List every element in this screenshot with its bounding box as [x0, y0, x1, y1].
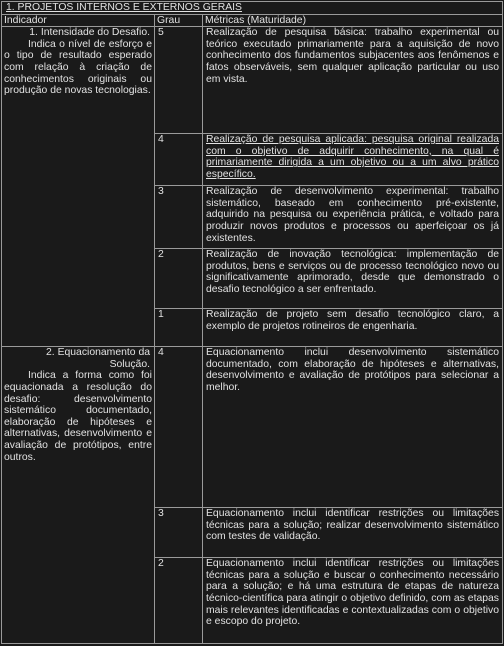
grau-value: 4: [155, 347, 203, 508]
grau-value: 3: [155, 186, 203, 249]
metric-text: Equacionamento inclui identificar restrições ou limitações técnicas para a solução; realizar desenvolvimento sistemático com testes de validação.: [203, 508, 503, 558]
metric-text: Equacionamento inclui desenvolvimento sistemático documentado, com elaboração de hipóteses e alternativas, desenvolvimento e avaliação de protótipos para selecionar a melhor.: [203, 347, 503, 508]
section-title: 1. PROJETOS INTERNOS E EXTERNOS GERAIS: [2, 2, 503, 15]
indicator-cell: [2, 347, 155, 644]
metric-text: Equacionamento inclui identificar restrições ou limitações técnicas para a solução e buscar o conhecimento necessário para a solução; e há uma estrutura de etapas de natureza técnico-científica para atingir o objetivo definido, com as etapas mais relevantes identificadas e contextualizadas com o objetivo e escopo do projeto.: [203, 558, 503, 644]
header-indicador: Indicador: [2, 14, 155, 27]
header-metricas: Métricas (Maturidade): [203, 14, 503, 27]
header-row: [2, 14, 503, 27]
grau-value: 5: [155, 27, 203, 134]
indicator-title: 2. Equacionamento da Solução.: [46, 347, 150, 370]
table-row: [2, 27, 503, 134]
section-title-row: [2, 2, 503, 15]
metric-text: Realização de pesquisa básica: trabalho experimental ou teórico executado primariamente para a aquisição de novo conhecimento dos fundamentos subjacentes aos fenômenos e fatos observáveis, sem qualquer aplicação particular ou uso em vista.: [203, 27, 503, 134]
metric-text: Realização de projeto sem desafio tecnológico claro, a exemplo de projetos rotineiros de engenharia.: [203, 309, 503, 347]
metric-text: Realização de desenvolvimento experimental: trabalho sistemático, baseado em conhecimento pré-existente, adquirido na pesquisa ou experiência prática, e voltado para produzir novos produtos e processos ou aperfeiçoar os já existentes.: [203, 186, 503, 249]
indicator-description: Indica o nível de esforço e o tipo de resultado esperado com relação à criação de conhecimentos originais ou produção de novas tecnologias.: [4, 38, 152, 97]
maturity-table: [1, 1, 503, 644]
grau-value: 4: [155, 134, 203, 186]
grau-value: 1: [155, 309, 203, 347]
indicator-cell: [2, 27, 155, 347]
metric-text: Realização de pesquisa aplicada: pesquisa original realizada com o objetivo de adquirir conhecimento, na qual é primariamente dirigida a um objetivo ou a um alvo prático específico.: [203, 134, 503, 186]
metric-text: Realização de inovação tecnológica: implementação de produtos, bens e serviços ou de processo tecnológico novo ou significativamente aprimorado, desde que demonstrado o desafio tecnológico a ser enfrentado.: [203, 249, 503, 309]
grau-value: 3: [155, 508, 203, 558]
indicator-title: 1. Intensidade do Desafio.: [29, 27, 150, 39]
grau-value: 2: [155, 249, 203, 309]
indicator-description: Indica a forma como foi equacionada a resolução do desafio: desenvolvimento sistemático documentado, elaboração de hipóteses e alternativas, desenvolvimento e avaliação de protótipos, entre outros.: [4, 370, 152, 463]
grau-value: 2: [155, 558, 203, 644]
table-row: [2, 347, 503, 508]
header-grau: Grau: [155, 14, 203, 27]
